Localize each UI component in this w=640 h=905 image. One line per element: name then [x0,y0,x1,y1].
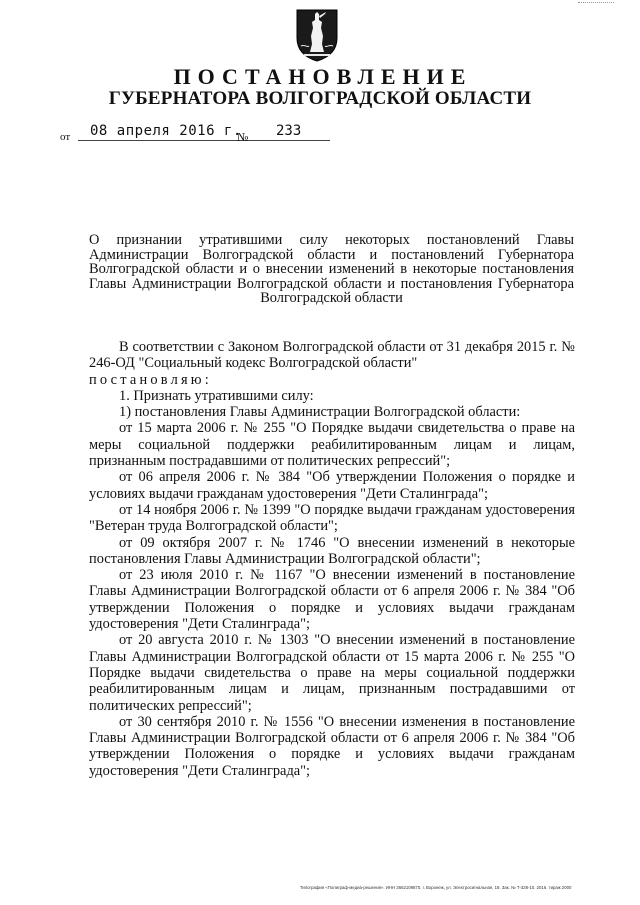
date-from-label: от [60,131,71,143]
clause-7: от 30 сентября 2010 г. № 1556 "О внесении изменения в постановление Главы Администрации Волгоградской области от 6 апреля 2006 г. № 384 "Об утверждении Положения о порядке и условиях выдачи гражданам удостоверения "Дети Сталинграда"; [89,713,575,779]
print-imprint: Типография «Полиграф-медиа-решения». ИНН 3662109870, г. Воронеж, ул. Электросигнальная, 19. Зак. № Т-328-10. 2016. тираж 2000 [300,885,572,890]
item-1: 1. Признать утратившими силу: [119,387,314,404]
clause-3: от 14 ноября 2006 г. № 1399 "О порядке выдачи гражданам удостоверения "Ветеран труда Волгоградской области"; [89,501,575,535]
coat-of-arms-icon [295,8,339,62]
clause-1: от 15 марта 2006 г. № 255 "О Порядке выдачи свидетельства о праве на меры социальной поддержки реабилитированным лицам и лицам, признанным пострадавшими от политических репрессий"; [89,420,575,470]
item-1-1: 1) постановления Главы Администрации Волгоградской области: [119,404,521,421]
clause-5: от 23 июля 2010 г. № 1167 "О внесении изменений в постановление Главы Администрации Волгоградской области от 6 апреля 2006 г. № 384 "Об утверждении Положения о порядке и условиях выдачи гражданам удостоверения "Дети Сталинграда"; [89,567,575,633]
intro-paragraph: В соответствии с Законом Волгоградской области от 31 декабря 2015 г. № 246-ОД "Социальный кодекс Волгоградской области" [89,339,575,372]
clause-4: от 09 октября 2007 г. № 1746 "О внесении изменений в некоторые постановления Главы Администрации Волгоградской области"; [89,534,575,567]
number-label: № [237,130,249,144]
date-number-line [60,122,320,146]
document-body [89,339,575,779]
document-subtitle: ГУБЕРНАТОРА ВОЛГОГРАДСКОЙ ОБЛАСТИ [108,88,532,109]
scan-mark [578,2,614,4]
clause-6: от 20 августа 2010 г. № 1303 "О внесении изменений в постановление Главы Администрации Волгоградской области от 15 марта 2006 г. № 255 "О Порядке выдачи свидетельства о праве на меры социальной поддержки реабилитированным лицам и лицам, признанным пострадавшими от политических репрессий"; [89,632,575,714]
number-value: 233 [276,123,302,139]
document-title: ПОСТАНОВЛЕНИЕ [173,64,473,89]
clause-2: от 06 апреля 2006 г. № 384 "Об утверждении Положения о порядке и условиях выдачи гражданам удостоверения "Дети Сталинграда"; [89,469,575,502]
preamble-heading: О признании утратившими силу некоторых постановлений Главы Администрации Волгоградской области и постановлений Губернатора Волгоградской области и о внесении изменений в некоторые постановления Главы Администрации Волгоградской области и постановления Губернатора Волгоградской области [89,232,574,306]
resolve-word: постановляю: [89,371,212,388]
date-value: 08 апреля 2016 г. [90,123,242,139]
number-field [256,122,330,141]
